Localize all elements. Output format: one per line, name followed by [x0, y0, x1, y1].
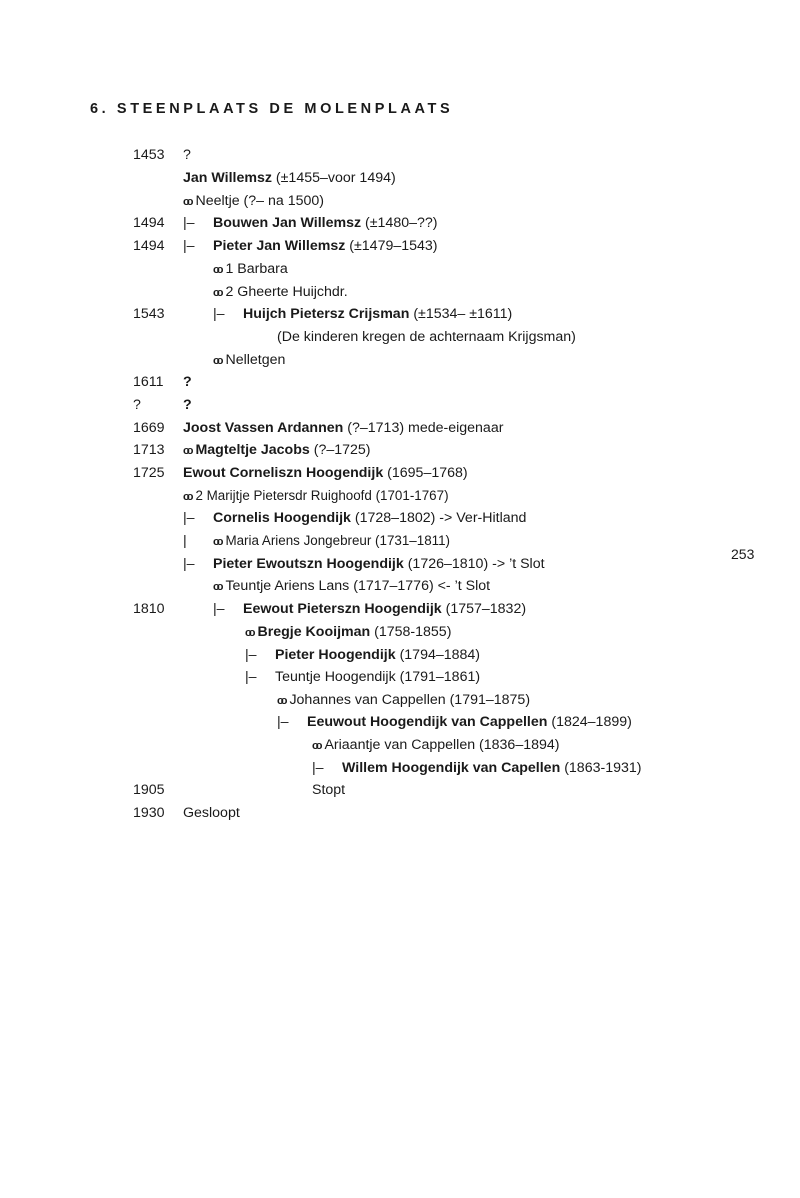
genealogy-row [0, 532, 760, 554]
person-name: Bregje Kooijman [257, 624, 371, 640]
row-content [213, 600, 526, 618]
lineage-connector: |– [183, 556, 195, 572]
row-text: Teuntje Hoogendijk (1791–1861) [275, 669, 481, 685]
marriage-icon: oo [183, 196, 191, 208]
row-content [183, 487, 449, 506]
lineage-connector: |– [312, 760, 324, 776]
row-text: Nelletgen [225, 352, 286, 368]
row-year: 1494 [133, 215, 165, 231]
lineage-connector: |– [245, 669, 257, 685]
row-text: (±1455–voor 1494) [271, 170, 396, 186]
lineage-connector: |– [183, 510, 195, 526]
row-content [245, 646, 480, 664]
row-content [277, 713, 632, 731]
row-text: (±1479–1543) [345, 238, 438, 254]
genealogy-row [0, 305, 760, 327]
genealogy-row [0, 146, 760, 168]
row-text: (1863-1931) [560, 760, 642, 776]
row-content [183, 441, 371, 460]
person-name: Pieter Jan Willemsz [213, 238, 346, 254]
genealogy-row [0, 577, 760, 599]
row-content [312, 736, 560, 755]
genealogy-row [0, 623, 760, 645]
row-text: 1 Barbara [225, 261, 288, 277]
person-name: Eeuwout Hoogendijk van Cappellen [307, 714, 548, 730]
row-text: 2 Marijtje Pietersdr Ruighoofd (1701-1767) [195, 488, 449, 503]
row-text: Maria Ariens Jongebreur (1731–1811) [225, 533, 451, 548]
row-text: 2 Gheerte Huijchdr. [225, 284, 348, 300]
genealogy-row [0, 487, 760, 509]
genealogy-row [0, 691, 760, 713]
row-year: 1810 [133, 601, 165, 617]
row-content [183, 396, 192, 414]
genealogy-row [0, 396, 760, 418]
row-text: (1757–1832) [441, 601, 527, 617]
row-text: (±1480–??) [361, 215, 438, 231]
marriage-icon: oo [245, 627, 253, 639]
row-text: (1758-1855) [370, 624, 452, 640]
genealogy-row [0, 600, 760, 622]
lineage-connector: |– [183, 215, 195, 231]
row-text: (1824–1899) [547, 714, 632, 730]
marriage-icon: oo [213, 355, 221, 367]
lineage-connector: | [183, 533, 187, 549]
row-year: 1725 [133, 465, 165, 481]
marriage-icon: oo [312, 740, 320, 752]
row-content [312, 781, 345, 799]
person-name: Eewout Pieterszn Hoogendijk [243, 601, 442, 617]
row-content [183, 509, 526, 527]
lineage-connector: |– [245, 647, 257, 663]
genealogy-row [0, 214, 760, 236]
marriage-icon: oo [213, 581, 221, 593]
row-text: Johannes van Cappellen (1791–1875) [289, 692, 531, 708]
genealogy-row [0, 509, 760, 531]
row-text: (De kinderen kregen de achternaam Krijgsman) [277, 329, 576, 345]
marriage-icon: oo [213, 536, 221, 548]
row-year: 1543 [133, 306, 165, 322]
person-name: Cornelis Hoogendijk [213, 510, 351, 526]
genealogy-row [0, 419, 760, 441]
row-year: ? [133, 397, 141, 413]
genealogy-row [0, 464, 760, 486]
row-text: Stopt [312, 782, 346, 798]
genealogy-row [0, 237, 760, 259]
row-text: (1728–1802) -> Ver-Hitland [350, 510, 527, 526]
row-content [213, 260, 288, 279]
row-content [183, 237, 438, 255]
genealogy-row [0, 668, 760, 690]
person-name: Huijch Pietersz Crijsman [243, 306, 410, 322]
person-name: ? [183, 397, 192, 413]
row-content [183, 804, 240, 822]
row-content [183, 169, 396, 187]
person-name: Ewout Corneliszn Hoogendijk [183, 465, 384, 481]
row-year: 1713 [133, 442, 165, 458]
row-year: 1905 [133, 782, 165, 798]
row-content [183, 146, 191, 164]
row-text: Gesloopt [183, 805, 240, 821]
row-content [312, 759, 642, 777]
row-content [183, 532, 450, 551]
row-year: 1611 [133, 374, 164, 390]
genealogy-row [0, 736, 760, 758]
genealogy-row [0, 283, 760, 305]
row-content [183, 373, 192, 391]
row-content [183, 214, 438, 232]
row-year: 1453 [133, 147, 165, 163]
row-year: 1930 [133, 805, 165, 821]
row-text: (?–1725) [309, 442, 371, 458]
genealogy-row [0, 759, 760, 781]
row-text: (1695–1768) [383, 465, 468, 481]
section-heading: 6. STEENPLAATS DE MOLENPLAATS [90, 101, 454, 117]
row-year: 1669 [133, 420, 165, 436]
row-text: Neeltje (?– na 1500) [195, 193, 325, 209]
row-text: (?–1713) mede-eigenaar [343, 420, 504, 436]
lineage-connector: |– [183, 238, 195, 254]
lineage-connector: |– [213, 601, 225, 617]
genealogy-row [0, 804, 760, 826]
marriage-icon: oo [213, 287, 221, 299]
genealogy-row [0, 260, 760, 282]
person-name: ? [183, 374, 192, 390]
person-name: Bouwen Jan Willemsz [213, 215, 362, 231]
marriage-icon: oo [183, 445, 191, 457]
genealogy-row [0, 646, 760, 668]
genealogy-row [0, 351, 760, 373]
lineage-connector: |– [213, 306, 225, 322]
person-name: Pieter Ewoutszn Hoogendijk [213, 556, 404, 572]
person-name: Jan Willemsz [183, 170, 272, 186]
person-name: Pieter Hoogendijk [275, 647, 396, 663]
row-content [183, 464, 468, 482]
row-content [277, 691, 530, 710]
person-name: Magteltje Jacobs [195, 442, 310, 458]
row-text: Teuntje Ariens Lans (1717–1776) <- ’t Slot [225, 578, 491, 594]
row-text: (1726–1810) -> ’t Slot [403, 556, 545, 572]
genealogy-row [0, 781, 760, 803]
genealogy-row [0, 441, 760, 463]
page-number: 253 [731, 546, 755, 562]
row-text: ? [183, 147, 191, 163]
genealogy-row [0, 192, 760, 214]
marriage-icon: oo [277, 695, 285, 707]
row-content [183, 192, 324, 211]
row-content [245, 623, 451, 642]
row-content [183, 419, 503, 437]
row-text: (1794–1884) [395, 647, 481, 663]
row-year: 1494 [133, 238, 165, 254]
person-name: Willem Hoogendijk van Capellen [342, 760, 561, 776]
marriage-icon: oo [183, 491, 191, 503]
row-content [277, 328, 576, 346]
genealogy-row [0, 169, 760, 191]
person-name: Joost Vassen Ardannen [183, 420, 344, 436]
row-content [213, 305, 512, 323]
row-text: Ariaantje van Cappellen (1836–1894) [324, 737, 560, 753]
genealogy-row [0, 555, 760, 577]
row-content [183, 555, 545, 573]
row-content [213, 577, 490, 596]
row-content [245, 668, 480, 686]
genealogy-row [0, 713, 760, 735]
row-content [213, 283, 348, 302]
marriage-icon: oo [213, 264, 221, 276]
row-content [213, 351, 285, 370]
lineage-connector: |– [277, 714, 289, 730]
row-text: (±1534– ±1611) [409, 306, 513, 322]
genealogy-row [0, 373, 760, 395]
genealogy-row [0, 328, 760, 350]
